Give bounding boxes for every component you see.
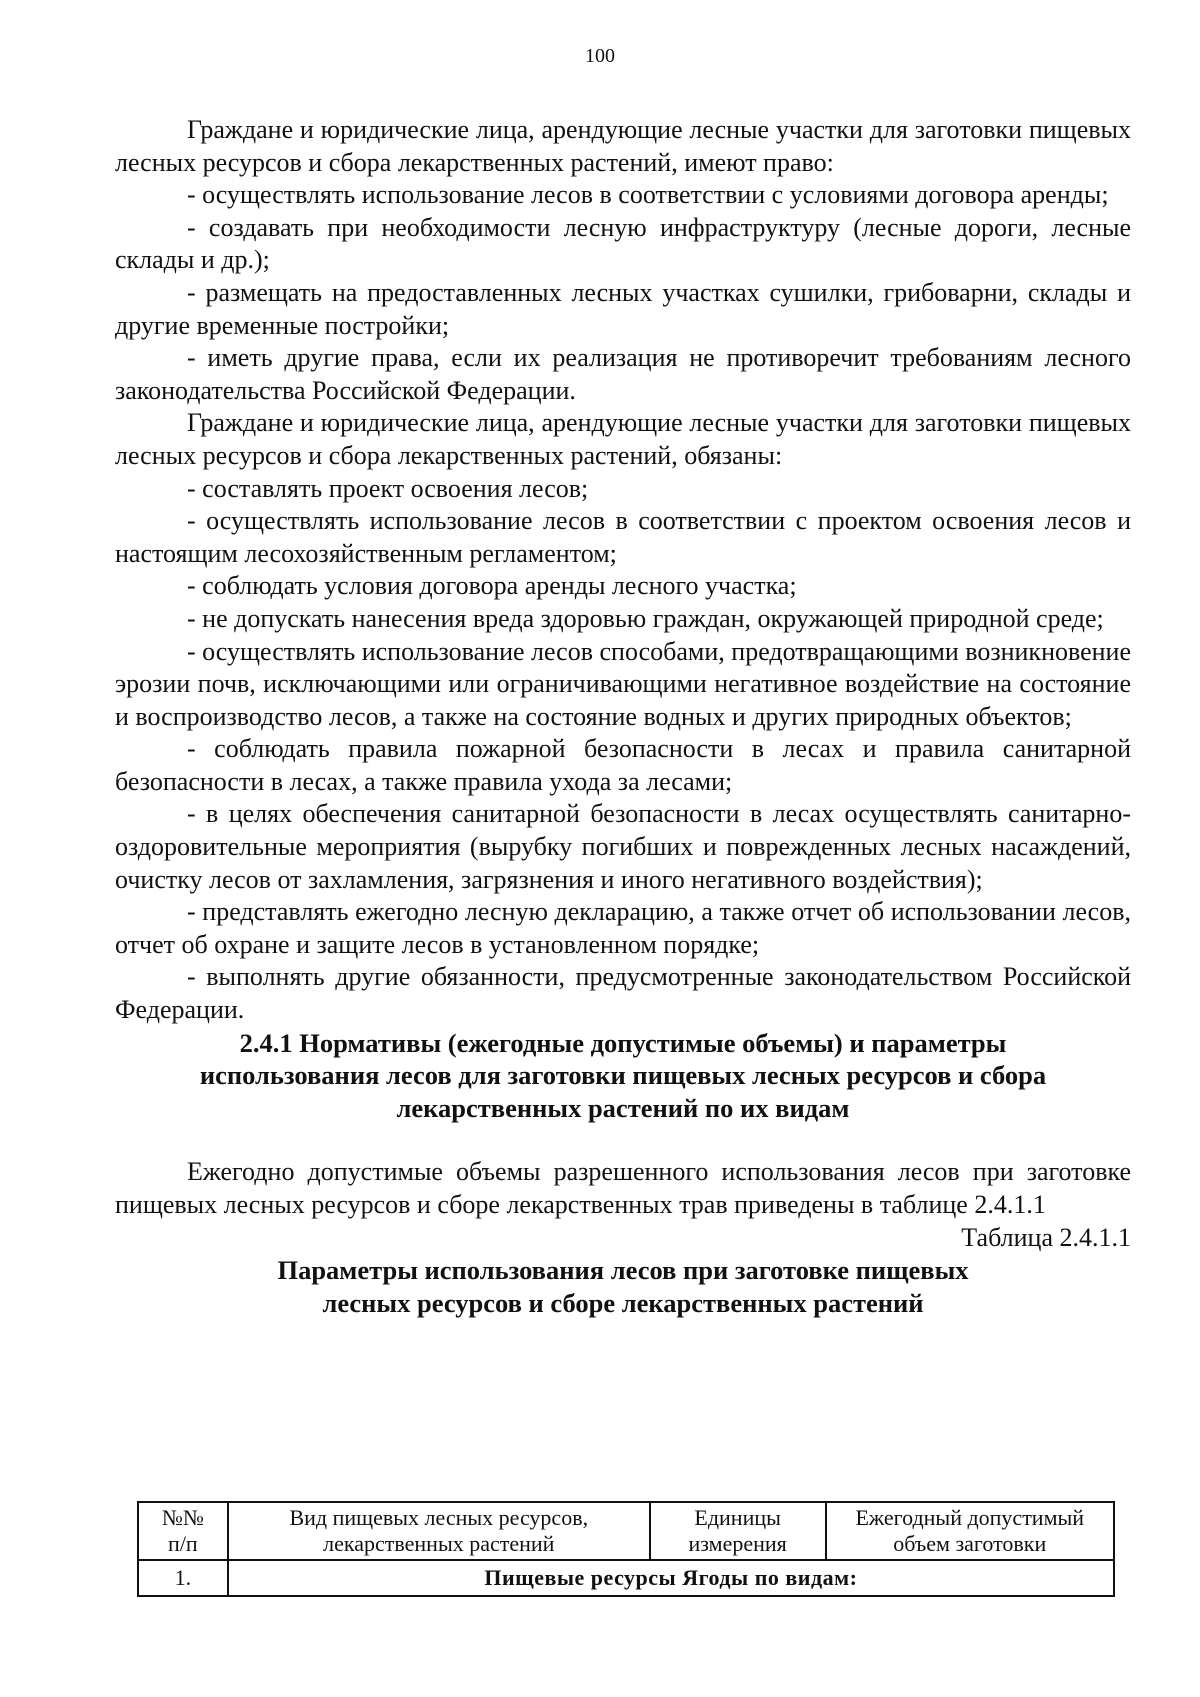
header-number-line: №№ xyxy=(161,1505,204,1530)
paragraph: - осуществлять использование лесов способами, предотвращающими возникновение эрозии почв, исключающими или ограничивающими негативное воздействие на состояние и воспроизводство лесов, а также на состояние водных и других природных объектов; xyxy=(115,636,1132,731)
paragraph: - размещать на предоставленных лесных участках сушилки, грибоварни, склады и другие временные постройки; xyxy=(115,277,1131,340)
header-number-line: п/п xyxy=(168,1531,198,1556)
paragraph: - соблюдать правила пожарной безопасности в лесах и правила санитарной безопасности в лесах, а также правила ухода за лесами; xyxy=(115,734,1131,796)
section-heading-line: лекарственных растений по их видам xyxy=(396,1092,850,1123)
paragraph: - выполнять другие обязанности, предусмотренные законодательством Российской Федерации. xyxy=(115,962,1131,1025)
paragraph: - составлять проект освоения лесов; xyxy=(187,473,589,503)
row-number: 1. xyxy=(138,1560,228,1596)
page-number: 100 xyxy=(585,45,615,67)
body-text xyxy=(115,114,1131,1319)
paragraph: Граждане и юридические лица, арендующие лесные участки для заготовки пищевых лесных ресурсов и сбора лекарственных растений, имеют право: xyxy=(115,115,1131,177)
header-unit xyxy=(650,1502,826,1560)
table-row xyxy=(138,1560,1114,1596)
spacer xyxy=(115,1124,1131,1156)
header-unit-line: Единицы xyxy=(694,1505,781,1530)
paragraph: - создавать при необходимости лесную инфраструктуру (лесные дороги, лесные склады и др.); xyxy=(115,212,1131,275)
paragraph: - иметь другие права, если их реализация не противоречит требованиям лесного законодательства Российской Федерации. xyxy=(115,343,1131,405)
parameters-table xyxy=(137,1501,1115,1597)
paragraph: - осуществлять использование лесов в соответствии с условиями договора аренды; xyxy=(187,180,1109,210)
header-volume xyxy=(826,1502,1114,1560)
table-caption: Таблица 2.4.1.1 xyxy=(961,1222,1131,1252)
section-heading-line: использования лесов для заготовки пищевых лесных ресурсов и сбора xyxy=(199,1060,1047,1091)
header-kind-line: Вид пищевых лесных ресурсов, xyxy=(289,1505,589,1530)
row-section-label: Пищевые ресурсы Ягоды по видам: xyxy=(228,1560,1114,1596)
header-kind-line: лекарственных растений xyxy=(323,1531,555,1556)
header-volume-line: Ежегодный допустимый xyxy=(855,1505,1085,1530)
paragraph: Граждане и юридические лица, арендующие лесные участки для заготовки пищевых лесных ресурсов и сбора лекарственных растений, обязаны: xyxy=(115,408,1131,470)
paragraph: - осуществлять использование лесов в соответствии с проектом освоения лесов и настоящим лесохозяйственным регламентом; xyxy=(115,506,1131,568)
table-title-line: Параметры использования лесов при заготовке пищевых xyxy=(277,1255,969,1286)
section-heading xyxy=(115,1027,1131,1125)
header-volume-line: объем заготовки xyxy=(893,1531,1047,1556)
paragraph: - в целях обеспечения санитарной безопасности в лесах осуществлять санитарно-оздоровительные мероприятия (вырубку погибших и поврежденных лесных насаждений, очистку лесов от захламления, загрязнения и иного негативного воздействия); xyxy=(115,799,1131,894)
header-unit-line: измерения xyxy=(688,1531,787,1556)
paragraph: - не допускать нанесения вреда здоровью граждан, окружающей природной среде; xyxy=(187,603,1104,633)
table-header-row xyxy=(138,1502,1114,1560)
section-heading-line: 2.4.1 Нормативы (ежегодные допустимые объемы) и параметры xyxy=(239,1027,1007,1058)
table-title-line: лесных ресурсов и сборе лекарственных растений xyxy=(322,1287,924,1318)
paragraph: - соблюдать условия договора аренды лесного участка; xyxy=(187,571,797,601)
paragraph: - представлять ежегодно лесную декларацию, а также отчет об использовании лесов, отчет об охране и защите лесов в установленном порядке; xyxy=(115,897,1131,959)
header-kind xyxy=(228,1502,650,1560)
intro-paragraph: Ежегодно допустимые объемы разрешенного использования лесов при заготовке пищевых лесных ресурсов и сборе лекарственных трав приведены в таблице 2.4.1.1 xyxy=(115,1157,1131,1219)
header-number xyxy=(138,1502,228,1560)
